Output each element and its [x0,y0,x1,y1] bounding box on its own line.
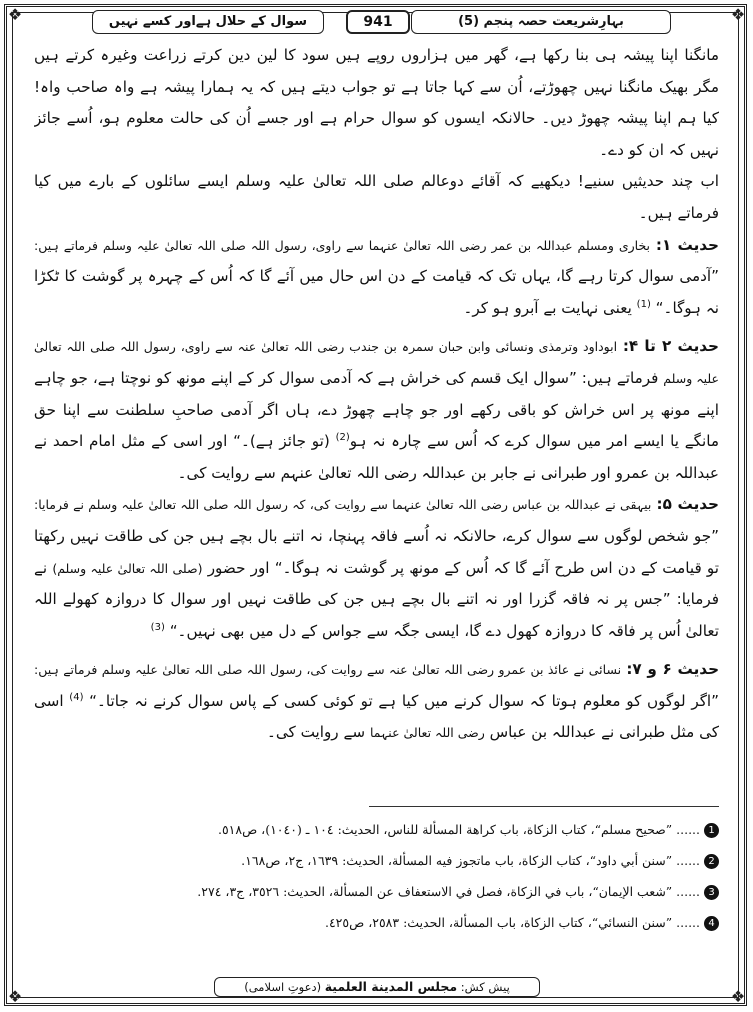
hadith-4 [34,654,719,749]
footnote-ref: (4) [69,691,84,703]
paragraph: اب چند حدیثیں سنیے! دیکھیے کہ آقائے دوعالم صلی اللہ تعالیٰ علیہ وسلم ایسے سائلوں کے بارے میں کیا فرماتے ہیں۔ [34,172,719,222]
page-header [22,10,731,36]
footnote-number: 1 [704,823,719,838]
corner-ornament-icon: ❖ [730,5,746,24]
hadith-2 [34,331,719,489]
book-title: بہارِشریعت حصہ پنجم (5) [411,10,671,34]
hadith-1 [34,230,719,325]
footnote-number: 2 [704,854,719,869]
hadith-text: ”اگر لوگوں کو معلوم ہوتا کہ سوال کرنے میں کیا ہے تو کوئی کسی کے پاس سوال کرنے نہ جاتا۔“ [89,691,719,710]
hadith-sources: بخاری ومسلم عبداللہ بن عمر رضی اللہ تعالیٰ عنہما سے راوی، رسول اللہ صلی اللہ تعالیٰ علیہ وسلم فرماتے ہیں: [34,237,651,253]
hadith-label: حدیث ۵: [656,495,719,514]
hadith-commentary: سے روایت کی۔ [267,723,366,742]
hadith-label: حدیث ۶ و ۷: [626,660,719,679]
paragraph: مانگنا اپنا پیشہ ہی بنا رکھا ہے، گھر میں ہزاروں روپے ہیں سود کا لین دین کرتے زراعت وغیرہ کرتے ہیں مگر بھیک مانگنا نہیں چھوڑتے، اُن سے کہا جاتا ہے تو جواب دیتے ہیں کہ یہ ہمارا پیشہ ہے واہ صاحب واہ! کیا ہم اپنا پیشہ چھوڑ دیں۔ حالانکہ ایسوں کو سوال حرام ہے اور جسے اُن کی حالت معلوم ہو، اُسے جائز نہیں کہ ان کو دے۔ [34,46,719,159]
hadith-text: ”جو شخص لوگوں سے سوال کرے، حالانکہ نہ اُسے فاقہ پہنچا، نہ اتنے بال بچے ہیں جن کی طاقت نہیں رکھتا تو قیامت کے دن اس طرح آئے گا کہ اُس کے مونھ پر گوشت نہ ہوگا۔“ اور حضور [34,526,719,577]
hadith-text: (تو جائز ہے)۔“ اور اسی کے مثل امام احمد نے عبداللہ بن عمرو اور طبرانی نے جابر بن عبداللہ رضی اللہ تعالیٰ عنہم سے روایت کی۔ [34,432,719,482]
hadith-label: حدیث ۱: [655,235,719,254]
page-footer [214,977,540,997]
footnotes [34,814,719,938]
corner-ornament-icon: ❖ [7,987,23,1006]
footnote-item [34,907,719,938]
footnote-text: ...... ”شعب الإيمان“، باب في الزكاة، فصل في الاستعفاف عن المسألة، الحديث: ٣٥٢٦، ج٣، ٢٧٤. [197,884,700,899]
footer-suffix: (دعوتِ اسلامی) [244,980,322,994]
hadith-text: ”آدمی سوال کرتا رہے گا، یہاں تک کہ قیامت کے دن اس حال میں آئے گا کہ اُس کے چہرہ پر گوشت کا ٹکڑا نہ ہوگا۔“ [34,267,719,317]
footnote-ref: (1) [636,298,651,310]
footer-prefix: پیش کش: [460,980,510,994]
page-number: 941 [346,10,410,34]
footnote-text: ...... ”سنن أبي داود“، كتاب الزكاة، باب ماتجوز فيه المسألة، الحديث: ١٦٣٩، ج٢، ص١٦٨. [241,853,700,868]
hadith-sources: ابوداود وترمذی ونسائی وابن حبان سمرہ بن جندب رضی اللہ تعالیٰ عنہ سے راوی، رسول اللہ صلی اللہ تعالیٰ علیہ وسلم [34,339,719,386]
hadith-sources: نسائی نے عائذ بن عمرو رضی اللہ تعالیٰ عنہ سے روایت کی، رسول اللہ صلی اللہ تعالیٰ علیہ وسلم فرماتے ہیں: [34,662,622,678]
hadith-sources: بیہقی نے عبداللہ بن عباس رضی اللہ تعالیٰ عنہما سے روایت کی، کہ رسول اللہ صلی اللہ تعالیٰ علیہ وسلم نے فرمایا: [34,497,652,513]
hadith-text: نے فرمایا: ”جس پر نہ فاقہ گزرا اور نہ اتنے بال بچے ہیں جن کی طاقت نہیں اور سوال کا دروازہ کھولے اللہ تعالیٰ اُس پر فاقہ کا دروازہ کھول دے گا، ایسی جگہ سے جواس کے دل میں بھی نہیں۔“ [34,558,719,640]
salutation: (صلی اللہ تعالیٰ علیہ وسلم) [52,560,203,576]
hadith-commentary: یعنی نہایت بے آبرو ہو کر۔ [463,298,632,317]
chapter-title: سوال کے حلال ہےاور کسے نہیں [92,10,324,34]
footnote-number: 3 [704,885,719,900]
footnote-item [34,814,719,845]
hadith-3 [34,489,719,647]
footnote-text: ...... ”سنن النسائي“، كتاب الزكاة، باب المسألة، الحديث: ٢٥٨٣، ص٤٢٥. [324,915,700,930]
hadith-commentary: اسی کی مثل طبرانی نے عبداللہ بن عباس [34,691,719,742]
footnote-ref: (3) [150,621,165,633]
footnote-text: ...... ”صحيح مسلم“، كتاب الزكاة، باب كراهة المسألة للناس، الحديث: ١٠٤ ـ (١٠٤٠)، ص٥١٨. [217,822,700,837]
footnote-ref: (2) [335,432,350,444]
footnote-number: 4 [704,916,719,931]
salutation: رضی اللہ تعالیٰ عنہما [369,725,485,741]
publisher-name: مجلس المدينة العلمية [324,979,458,994]
footnote-item [34,845,719,876]
footnote-divider [369,806,719,807]
hadith-label: حدیث ۲ تا ۴: [622,337,719,356]
corner-ornament-icon: ❖ [7,5,23,24]
corner-ornament-icon: ❖ [730,987,746,1006]
hadith-text: فرماتے ہیں: ”سوال ایک قسم کی خراش ہے کہ آدمی سوال کر کے اپنے مونھ کو نوچتا ہے، جو چاہے اپنے مونھ پر اس خراش کو باقی رکھے اور جو چاہے چھوڑ دے، ہاں اگر آدمی صاحبِ سلطنت سے اپنا حق مانگے یا ایسے امر میں سوال کرے کہ اُس سے چارہ نہ ہو [34,368,719,451]
main-text [34,40,719,792]
footnote-item [34,876,719,907]
